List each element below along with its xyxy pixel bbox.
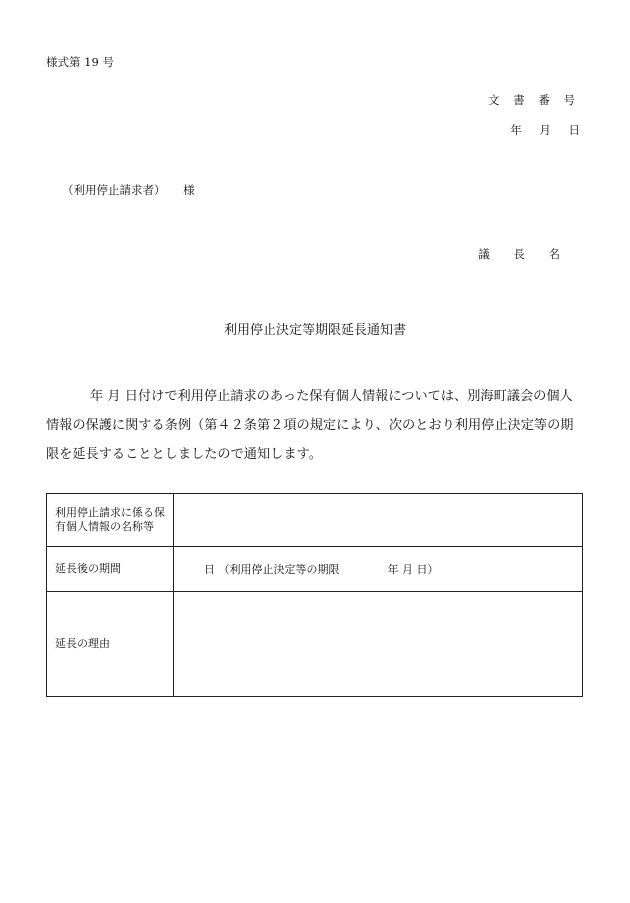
body-text: 年 月 日付けで利用停止請求のあった保有個人情報については、別海町議会の個人情報の保護に関する条例（第４２条第２項の規定により、次のとおり利用停止決定等の期限を延長することとしましたので通知します。 xyxy=(46,389,574,462)
recipient-honorific: 様 xyxy=(183,183,195,197)
table-row xyxy=(47,547,583,592)
table-row xyxy=(47,494,583,547)
form-number: 様式第 19 号 xyxy=(46,55,114,69)
body-paragraph xyxy=(46,382,584,469)
row-label-info-name: 利用停止請求に係る保有個人情報の名称等 xyxy=(47,494,174,547)
recipient xyxy=(62,182,195,198)
period-date-text: 年 月 日） xyxy=(387,563,439,576)
document-date: 年 月 日 xyxy=(510,123,580,137)
recipient-name: （利用停止請求者） xyxy=(62,183,166,197)
period-deadline-text: 日 （利用停止決定等の期限 xyxy=(204,563,340,576)
row-value-extended-period xyxy=(174,547,583,592)
row-value-info-name xyxy=(174,494,583,547)
info-table xyxy=(46,493,583,697)
row-label-extended-period: 延長後の期間 xyxy=(47,547,174,592)
table-row xyxy=(47,592,583,697)
document-number: 文 書 番 号 xyxy=(488,93,580,107)
row-value-extension-reason xyxy=(174,592,583,697)
document-title: 利用停止決定等期限延長通知書 xyxy=(223,323,406,338)
sender-name: 議 長 名 xyxy=(478,247,566,261)
row-label-extension-reason: 延長の理由 xyxy=(47,592,174,697)
